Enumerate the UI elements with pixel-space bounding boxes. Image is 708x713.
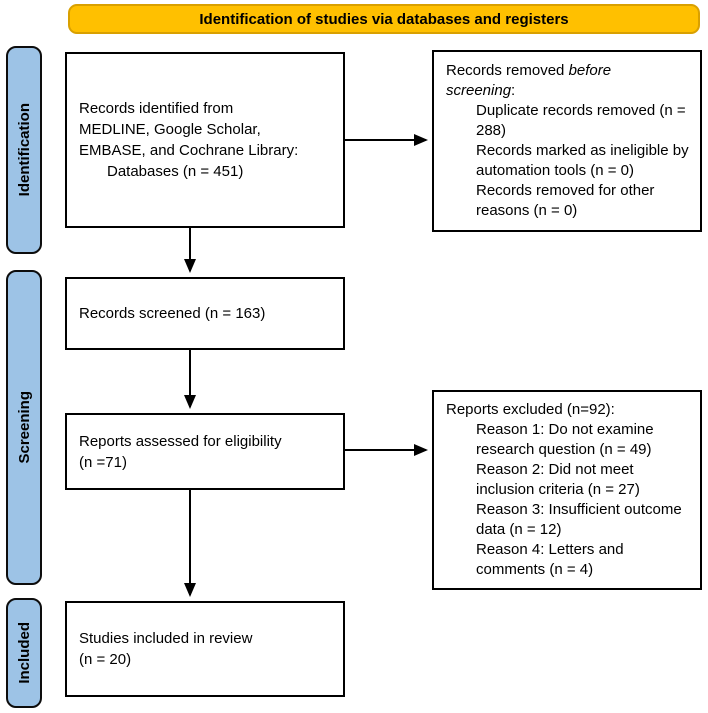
sidebar-stage-label: Identification [15,103,33,197]
box-text-line: Reports assessed for eligibility [79,432,282,450]
header-title: Identification of studies via databases and registers [199,10,569,28]
sidebar-stage-label: Screening [15,391,33,464]
box-text-item: Records marked as ineligible by automation tools (n = 0) [476,142,689,179]
header-banner [68,4,700,34]
sidebar-stage-screening [6,270,42,585]
box-text-line: MEDLINE, Google Scholar, [79,121,261,138]
box-text-item: Reason 4: Letters and comments (n = 4) [476,541,624,578]
box-text-line: Reports excluded (n=92): [446,401,615,418]
box-studies-included [65,601,345,697]
box-records-removed-before-screening [432,50,702,232]
box-text-item: Records removed for other reasons (n = 0) [476,182,655,219]
box-text-line: Studies included in review [79,630,253,647]
box-text-line: EMBASE, and Cochrane Library: [79,142,299,159]
box-records-identified [65,52,345,228]
sidebar-stage-label: Included [15,622,33,684]
box-reports-excluded [432,390,702,590]
sidebar-stage-included [6,598,42,708]
sidebar-stage-identification [6,46,42,254]
box-text-line: Records identified from [79,100,234,117]
box-text-line: (n = 20) [79,651,132,668]
box-reports-assessed [65,413,345,490]
box-text-line: Records screened (n = 163) [79,305,266,322]
box-text-item: Reason 2: Did not meet inclusion criteria (n = 27) [476,461,640,498]
box-text-line: (n =71) [79,453,127,471]
box-text-line: Records removed before [446,62,612,79]
box-text-item: Duplicate records removed (n = 288) [476,102,686,139]
box-text-line: screening: [446,82,516,99]
box-records-screened [65,277,345,350]
box-text-item: Reason 3: Insufficient outcome data (n = 12) [476,501,682,538]
box-text-line: Databases (n = 451) [107,163,244,180]
box-text-item: Reason 1: Do not examine research question (n = 49) [476,421,654,458]
